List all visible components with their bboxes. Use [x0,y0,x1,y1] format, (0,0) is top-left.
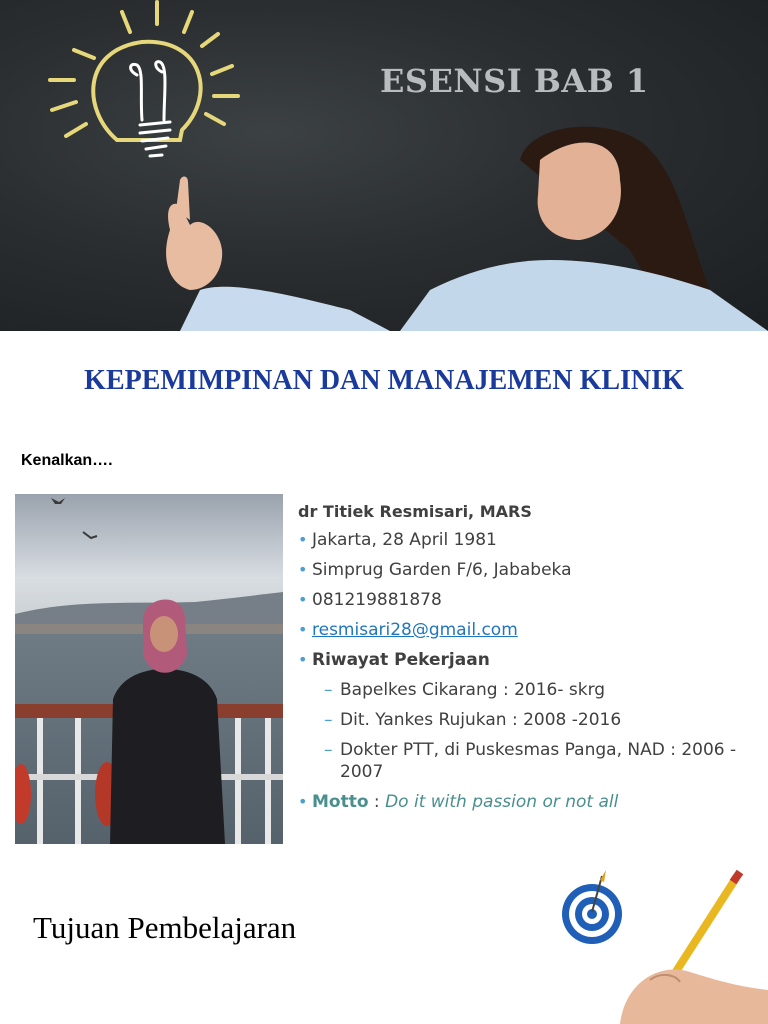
target-pencil-illustration [540,862,768,1024]
bullet-icon: • [298,590,308,609]
career-item [298,739,758,783]
career-item [298,709,758,731]
list-item [298,619,758,641]
profile-photo [15,494,283,844]
motto-label: Motto [312,792,369,812]
address-info: Simprug Garden F/6, Jababeka [312,560,572,580]
phone-info: 081219881878 [312,590,442,610]
bullet-icon: • [298,650,308,669]
intro-heading: Kenalkan…. [21,452,113,469]
list-item [298,589,758,611]
page-title: KEPEMIMPINAN DAN MANAJEMEN KLINIK [84,365,684,396]
header-banner [0,0,768,331]
list-item [298,649,758,671]
bullet-icon: • [298,792,308,811]
bullet-icon: • [298,560,308,579]
list-item [298,559,758,581]
career-text: Dokter PTT, di Puskesmas Panga, NAD : 2006 - 2007 [340,740,737,782]
profile-name: dr Titiek Resmisari, MARS [298,502,532,521]
banner-title: ESENSI BAB 1 [380,62,649,100]
list-item [298,529,758,551]
motto-text: Do it with passion or not all [385,792,619,812]
bullet-icon: • [298,620,308,639]
motto-separator: : [368,792,386,812]
woman-pointing-illustration [150,120,768,331]
career-text: Bapelkes Cikarang : 2016- skrg [340,680,606,700]
bullet-icon: • [298,530,308,549]
dash-icon: – [324,680,333,700]
section-title: Tujuan Pembelajaran [33,910,297,945]
career-text: Dit. Yankes Rujukan : 2008 -2016 [340,710,622,730]
career-heading: Riwayat Pekerjaan [312,650,490,670]
birth-info: Jakarta, 28 April 1981 [312,530,497,550]
list-item [298,791,758,813]
profile-details [298,502,758,821]
dash-icon: – [324,710,333,730]
motto-line [312,791,618,813]
dash-icon: – [324,740,333,760]
career-item [298,679,758,701]
email-link[interactable]: resmisari28@gmail.com [312,620,518,640]
